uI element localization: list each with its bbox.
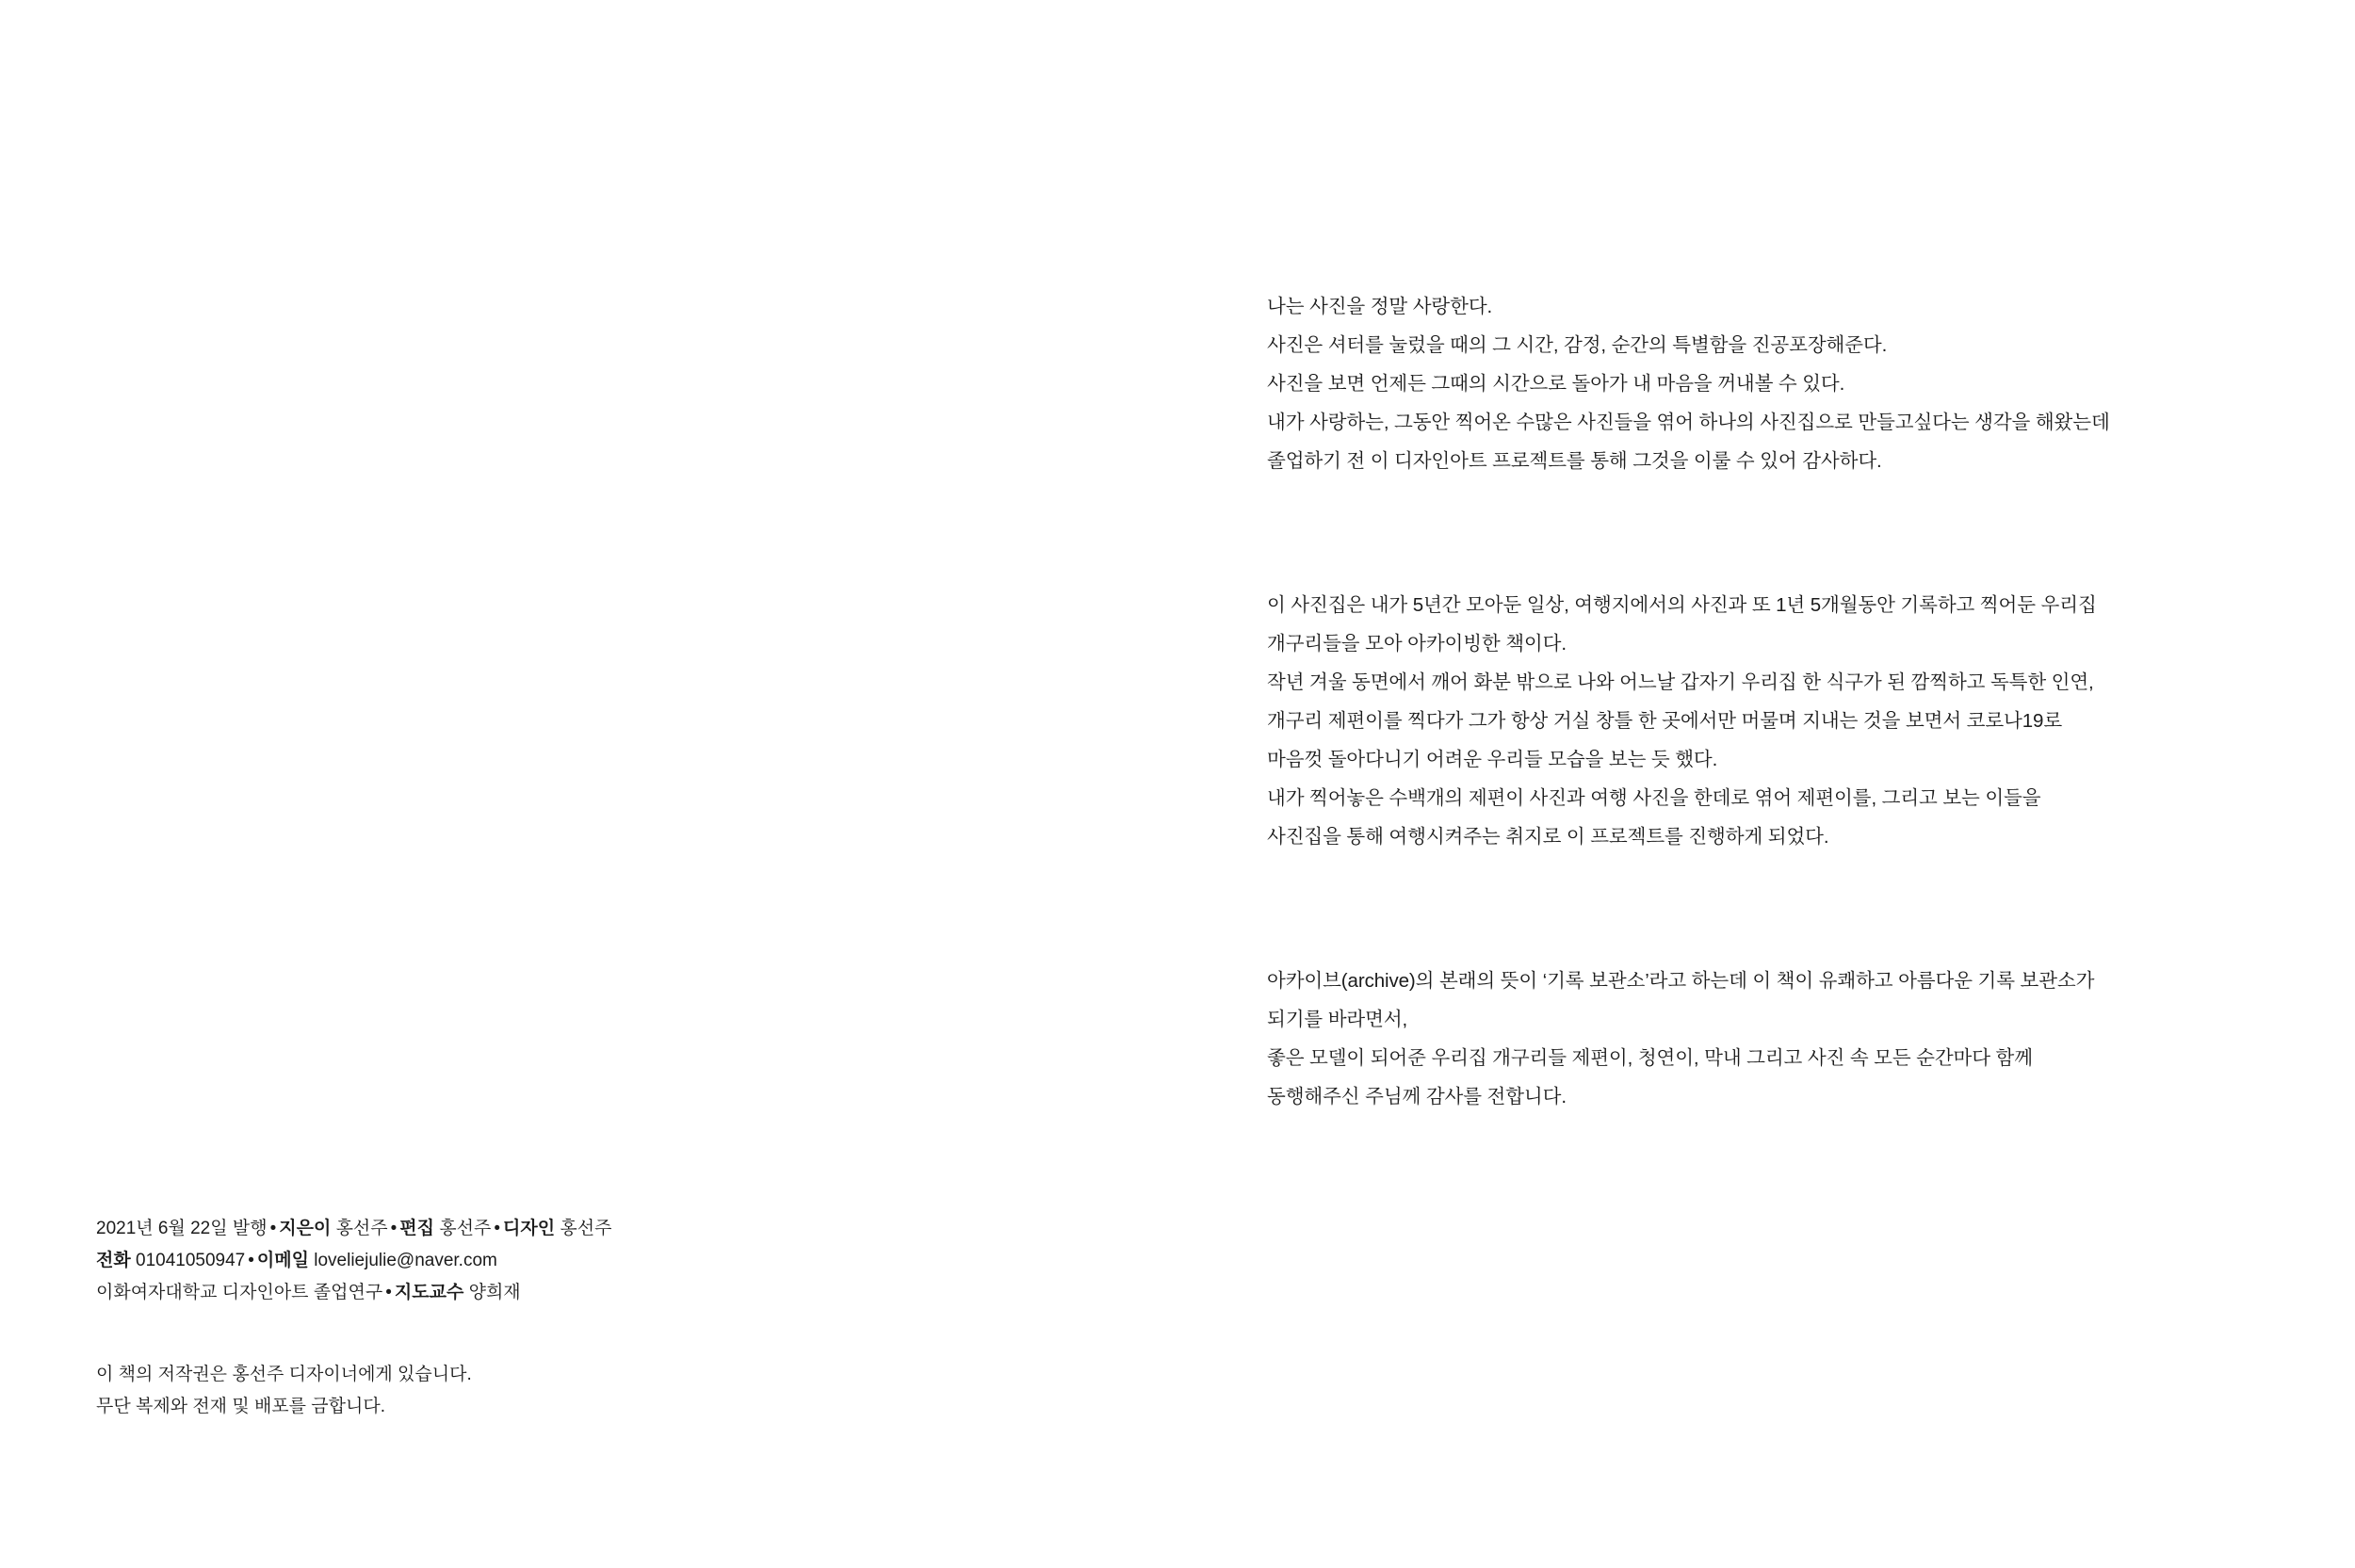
email-label: 이메일 [256,1250,309,1270]
essay-line: 개구리들을 모아 아카이빙한 책이다. [1267,633,1567,655]
essay-paragraph-1 [1267,287,2280,480]
separator-dot: • [248,1250,254,1270]
essay-line: 좋은 모델이 되어준 우리집 개구리들 제편이, 청연이, 막내 그리고 사진 속 모든 순간마다 함께 [1267,1047,2033,1069]
essay-line: 내가 사랑하는, 그동안 찍어온 수많은 사진들을 엮어 하나의 사진집으로 만들고싶다는 생각을 해왔는데 [1267,412,2110,433]
essay-line: 이 사진집은 내가 5년간 모아둔 일상, 여행지에서의 사진과 또 1년 5개월동안 기록하고 찍어둔 우리집 [1267,594,2097,616]
colophon-publication-line [96,1213,944,1245]
colophon-contact-line [96,1245,944,1277]
essay-line: 나는 사진을 정말 사랑한다. [1267,296,1493,317]
essay-line: 작년 겨울 동면에서 깨어 화분 밖으로 나와 어느날 갑자기 우리집 한 식구가 된 깜찍하고 독특한 인연, [1267,671,2094,693]
advisor-name: 양희재 [468,1282,521,1302]
separator-dot: • [390,1219,398,1238]
colophon-school-line [96,1277,944,1309]
publish-date: 2021년 6월 22일 발행 [96,1219,268,1238]
essay-line: 아카이브(archive)의 본래의 뜻이 ‘기록 보관소’라고 하는데 이 책이 유쾌하고 아름다운 기록 보관소가 [1267,970,2095,992]
phone-value: 01041050947 [136,1250,246,1270]
essay-line: 사진집을 통해 여행시켜주는 취지로 이 프로젝트를 진행하게 되었다. [1267,826,1829,848]
email-value[interactable]: loveliejulie@naver.com [314,1250,497,1270]
copyright-notice [96,1359,944,1423]
author-name: 홍선주 [335,1219,388,1238]
advisor-label: 지도교수 [394,1282,464,1302]
author-label: 지은이 [279,1219,332,1238]
copyright-line: 무단 복제와 전재 및 배포를 금합니다. [96,1396,385,1416]
essay-line: 사진은 셔터를 눌렀을 때의 그 시간, 감정, 순간의 특별함을 진공포장해준다. [1267,334,1888,356]
essay-line: 졸업하기 전 이 디자인아트 프로젝트를 통해 그것을 이룰 수 있어 감사하다. [1267,450,1882,472]
essay-line: 사진을 보면 언제든 그때의 시간으로 돌아가 내 마음을 꺼내볼 수 있다. [1267,373,1845,395]
copyright-line: 이 책의 저작권은 홍선주 디자이너에게 있습니다. [96,1365,472,1384]
essay-paragraph-3 [1267,962,2280,1116]
designer-name: 홍선주 [560,1219,612,1238]
phone-label: 전화 [96,1250,131,1270]
essay-line: 마음껏 돌아다니기 어려운 우리들 모습을 보는 듯 했다. [1267,749,1718,770]
essay-line: 내가 찍어놓은 수백개의 제편이 사진과 여행 사진을 한데로 엮어 제편이를, 그리고 보는 이들을 [1267,787,2041,809]
separator-dot: • [494,1219,501,1238]
colophon [96,1213,944,1308]
separator-dot: • [385,1282,392,1302]
editor-name: 홍선주 [439,1219,492,1238]
essay-line: 개구리 제편이를 찍다가 그가 항상 거실 창틀 한 곳에서만 머물며 지내는 것을 보면서 코로나19로 [1267,710,2063,732]
essay-line: 동행해주신 주님께 감사를 전합니다. [1267,1086,1567,1107]
separator-dot: • [269,1219,277,1238]
essay-column [1267,287,2280,1116]
school-name: 이화여자대학교 디자인아트 졸업연구 [96,1282,383,1302]
essay-line: 되기를 바라면서, [1267,1009,1408,1030]
designer-label: 디자인 [503,1219,556,1238]
essay-paragraph-2 [1267,586,2280,856]
editor-label: 편집 [399,1219,435,1238]
